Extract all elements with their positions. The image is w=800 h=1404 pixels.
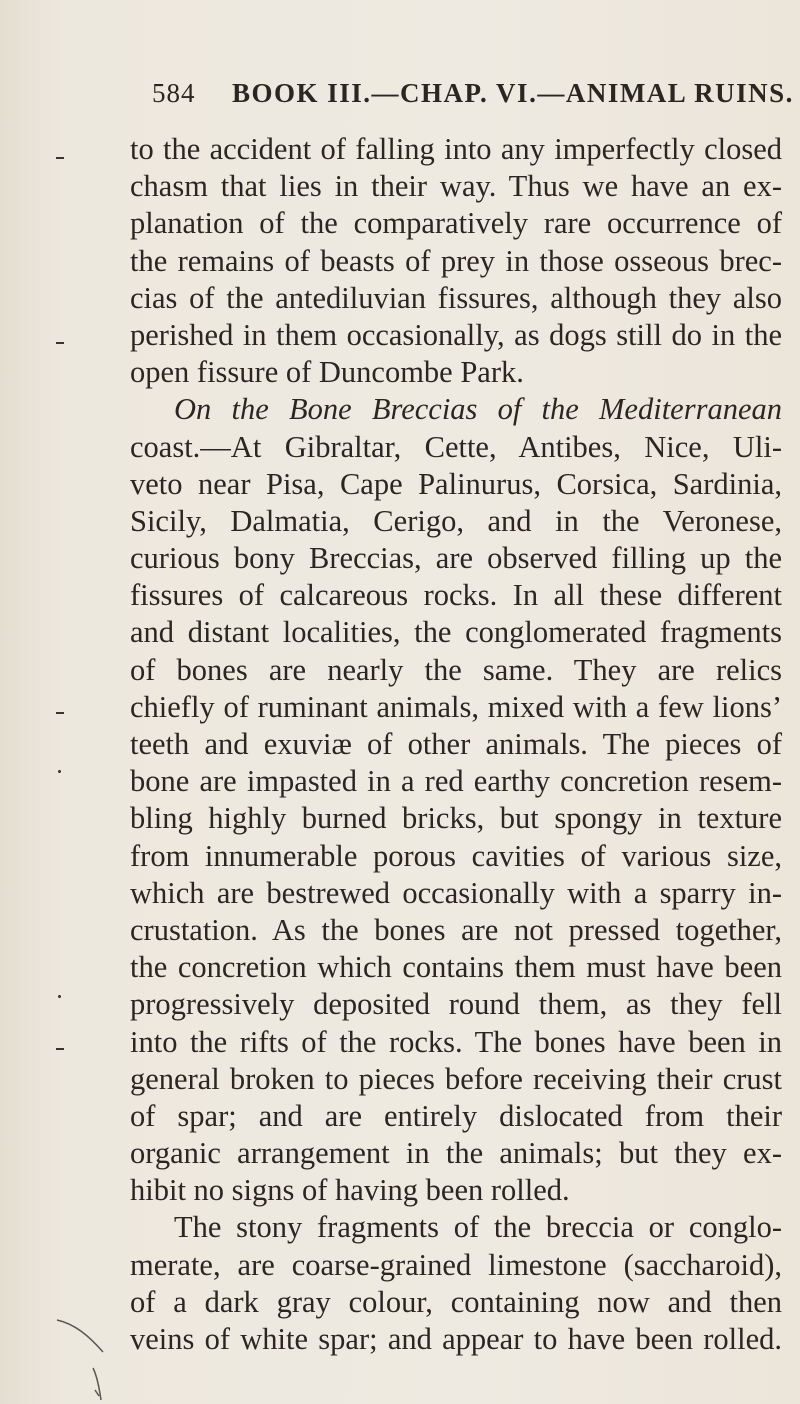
- text-line: to the accident of falling into any imperfectly closed: [130, 132, 782, 166]
- margin-mark: [56, 1048, 64, 1050]
- running-head: [152, 78, 800, 118]
- text-line: bone are impasted in a red earthy concretion resem-: [130, 764, 782, 799]
- text-line: curious bony Breccias, are observed filling up the: [130, 541, 782, 576]
- text-line: hibit no signs of having been rolled.: [130, 1173, 570, 1208]
- text-line: of a dark gray colour, containing now and then: [130, 1284, 782, 1319]
- text-line: Sicily, Dalmatia, Cerigo, and in the Veronese,: [130, 503, 782, 538]
- margin-mark: [58, 770, 61, 773]
- text-line: chasm that lies in their way. Thus we have an ex-: [130, 169, 782, 204]
- body-text: [130, 131, 782, 1358]
- running-title: BOOK III.—CHAP. VI.—ANIMAL RUINS.: [232, 78, 794, 108]
- text-line: open fissure of Duncombe Park.: [130, 355, 524, 390]
- section-heading-line: On the Bone Breccias of the Mediterranean: [174, 392, 782, 427]
- text-line: crustation. As the bones are not pressed together,: [130, 912, 782, 947]
- text-line: of spar; and are entirely dislocated from their: [130, 1098, 782, 1133]
- text-line: chiefly of ruminant animals, mixed with a few lions’: [130, 689, 782, 724]
- text-line: the remains of beasts of prey in those osseous brec-: [130, 243, 782, 278]
- text-line: into the rifts of the rocks. The bones have been in: [130, 1024, 782, 1059]
- text-line: teeth and exuviæ of other animals. The pieces of: [130, 727, 782, 761]
- margin-mark: [56, 342, 64, 344]
- text-line: general broken to pieces before receiving their crust: [130, 1061, 782, 1096]
- text-line: veto near Pisa, Cape Palinurus, Corsica, Sardinia,: [130, 466, 782, 501]
- page-number: 584: [152, 78, 196, 108]
- text-line: The stony fragments of the breccia or conglo-: [174, 1210, 782, 1245]
- pencil-stroke-mark: [55, 1300, 125, 1404]
- margin-mark: [56, 712, 64, 714]
- text-line: and distant localities, the conglomerated fragments: [130, 615, 782, 650]
- margin-mark: [58, 995, 61, 998]
- text-line: of bones are nearly the same. They are relics: [130, 652, 782, 687]
- text-line: merate, are coarse-grained limestone (saccharoid),: [130, 1247, 782, 1282]
- text-line: from innumerable porous cavities of various size,: [130, 838, 782, 873]
- margin-mark: [56, 157, 64, 159]
- text-line: which are bestrewed occasionally with a sparry in-: [130, 875, 782, 910]
- text-line: veins of white spar; and appear to have been rolled.: [130, 1322, 782, 1356]
- text-line: planation of the comparatively rare occurrence of: [130, 206, 782, 241]
- text-line: the concretion which contains them must have been: [130, 950, 782, 985]
- text-line: progressively deposited round them, as they fell: [130, 987, 782, 1022]
- text-line: perished in them occasionally, as dogs still do in the: [130, 317, 782, 352]
- text-line: organic arrangement in the animals; but they ex-: [130, 1136, 782, 1171]
- text-line: fissures of calcareous rocks. In all these different: [130, 578, 782, 613]
- text-line: bling highly burned bricks, but spongy in texture: [130, 801, 782, 836]
- text-line: cias of the antediluvian fissures, although they also: [130, 280, 782, 315]
- text-line: coast.—At Gibraltar, Cette, Antibes, Nice, Uli-: [130, 429, 782, 464]
